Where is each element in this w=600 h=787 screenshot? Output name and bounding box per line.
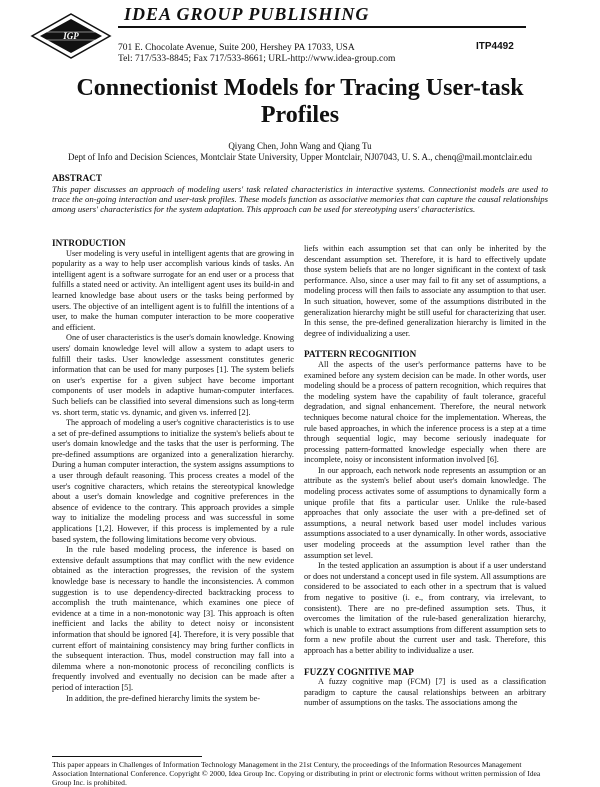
abstract-text: This paper discusses an approach of modeling users' task related characteristics in interactive systems. Connectionist models are used to trace the on-going interaction and user-task profiles. These models function as associative memories that can capture the causal relationships among users' characteristics for the system adaptation. This approach can be used for stereotyping users' characteristics. bbox=[52, 184, 548, 215]
section-heading-introduction: INTRODUCTION bbox=[52, 238, 126, 248]
authors bbox=[40, 141, 560, 163]
publisher-logo bbox=[30, 12, 112, 60]
paragraph: In the tested application an assumption is about if a user understand or does not understand a concept used in file system. All assumptions are considered to be associated to each other in a spectrum that is valued from negative to positive (i. e., from contrary, via irrelevant, to consistent). There are no pre-defined assumption sets. Thus, it overcomes the limitation of the rule-based generalization hierarchy, which is unable to extract assumptions from different assumption sets to form a new profile about the current user and task. Therefore, this approach has a better ability to individualize a user. bbox=[304, 561, 546, 655]
paragraph: In the rule based modeling process, the inference is based on extensive default assumptions that may conflict with the new evidence obtained as the interaction progresses, the revision of the system knowledge base is necessary to handle the inconsistencies. A common suggestion is to use dependency-directed backtracking process to accomplish the truth maintenance, which examines one piece of evidence at a time in a non-monotonic way [3]. This approach is often inefficient and lacks the ability to detect noisy or inconsistent information that should be ignored [4]. Therefore, it is very possible that current effort of maintaining consistency may bring further conflicts in the subsequent interaction. Thus, model construction may fall into a dilemma where a non-monotonic process of reconciling conflicts is frequently involved and eventually no decision can be made after a period of interaction [5]. bbox=[52, 545, 294, 692]
publisher-name: IDEA GROUP PUBLISHING bbox=[124, 4, 370, 24]
right-column bbox=[304, 244, 546, 709]
left-column bbox=[52, 238, 294, 704]
paragraph: One of user characteristics is the user's domain knowledge. Knowing users' domain knowledge level will allow a system to adapt users to fulfill their tasks. User knowledge assessment constitutes generic information that can be used for many purposes [1]. The system beliefs on user's expertise for a given subject have become important components of user models in adaptive human-computer interfaces. Such beliefs can be classified into several dimensions such as long-term vs. short term, static vs. dynamic, and given vs. inferred [2]. bbox=[52, 333, 294, 417]
copyright-footnote: This paper appears in Challenges of Information Technology Management in the 21st Century, the proceedings of the Information Resources Management Association International Conference. Copyright © 2000, Idea Group Inc. Copying or distributing in print or electronic forms without written permission of Idea Group Inc. is prohibited. bbox=[52, 760, 541, 787]
abstract-heading: ABSTRACT bbox=[52, 173, 103, 183]
footnote-rule bbox=[52, 756, 202, 757]
header-rule bbox=[118, 26, 526, 28]
paper-title: Connectionist Models for Tracing User-task Profiles bbox=[76, 75, 524, 128]
paragraph: A fuzzy cognitive map (FCM) [7] is used as a classification paradigm to capture the causal relationships between an arbitrary number of assumptions on the tasks. The associations among the bbox=[304, 677, 546, 708]
paragraph: All the aspects of the user's performance patterns have to be examined before any system decision can be made. In other words, user modeling should be a process of pattern recognition, which requires that the modeling system have the capability of fault tolerance, graceful degradation, and signal enhancement. Therefore, the neural network techniques become natural choice for the implementation. Whereas, the rule based approaches, in which the inference process is a step at a time through sequential logic, may become seriously inadequate for processing pattern-formatted knowledge especially when there are incomplete, noisy or inconsistent information involved [6]. bbox=[304, 359, 546, 465]
affiliation: Dept of Info and Decision Sciences, Montclair State University, Upper Montclair, NJ07043, U. S. A., chenq@mail.montclair.edu bbox=[68, 152, 532, 162]
section-heading-pattern-recognition: PATTERN RECOGNITION bbox=[304, 349, 417, 360]
publisher-contact: Tel: 717/533-8845; Fax 717/533-8661; URL-http://www.idea-group.com bbox=[118, 54, 396, 64]
paragraph: The approach of modeling a user's cognitive characteristics is to use a set of pre-defined assumptions to initialize the system's beliefs about te user's domain knowledge and the tasks that the user is performing. The pre-defined assumptions are organized into a generalization hierarchy. During a human computer interaction, the system assigns assumptions to a user through default reasoning. This process creates a model of the user's cognitive characters, which retains the stereotypical knowledge about a user's domain knowledge and cognitive preferences in the absence of evidence to the contrary. This approach provides a simple way to initialize the modeling process and was successful in some applications [1,2]. However, if this process is implemented by a rule based system, the following limitations become very obvious. bbox=[52, 418, 294, 544]
author-names: Qiyang Chen, John Wang and Qiang Tu bbox=[228, 141, 372, 151]
paper-code: ITP4492 bbox=[476, 41, 514, 52]
paragraph: In our approach, each network node represents an assumption or an attribute as the system's belief about user's domain knowledge. The modeling process activates some of assumptions to dynamically form a unique profile that fits a particular user. Unlike the rule-based approaches that only associate the user with a pre-defined set of assumptions, a neural network based user model includes various assumptions associated to a user dynamically. In other words, associative user modeling proceeds at the assumption level rather than the assumption set level. bbox=[304, 465, 546, 560]
logo-text: IGP bbox=[63, 31, 79, 41]
paragraph: User modeling is very useful in intelligent agents that are growing in popularity as a way to help user accomplish various kinds of tasks. An intelligent agent is a software surrogate for an end user or a process that fulfills a stated need or activity. An intelligent agent uses its build-in and learned knowledge base about users or the tasks being performed by users. The objective of an intelligent agent is to fulfill the intentions of a user, to make the human computer interaction to be more cooperative and efficient. bbox=[52, 248, 294, 332]
paragraph-continuation: liefs within each assumption set that can only be inherited by the descendant assumption set. Therefore, it is hard to effectively update those system beliefs that are no longer significant in the context of task performance. Also, since a user may fail to fit any set of assumptions, a modeling process will then fails to associate any assumption to that user. In such situation, however, some of the assumptions distributed in the generalization hierarchy might be still useful for characterizing that user. In this sense, the pre-defined generalization hierarchy is limited in the degree of individualizing a user. bbox=[304, 244, 546, 338]
section-heading-fuzzy-cognitive-map: FUZZY COGNITIVE MAP bbox=[304, 666, 414, 677]
publisher-address: 701 E. Chocolate Avenue, Suite 200, Hershey PA 17033, USA bbox=[118, 43, 355, 53]
paragraph: In addition, the pre-defined hierarchy limits the system be- bbox=[66, 693, 261, 703]
